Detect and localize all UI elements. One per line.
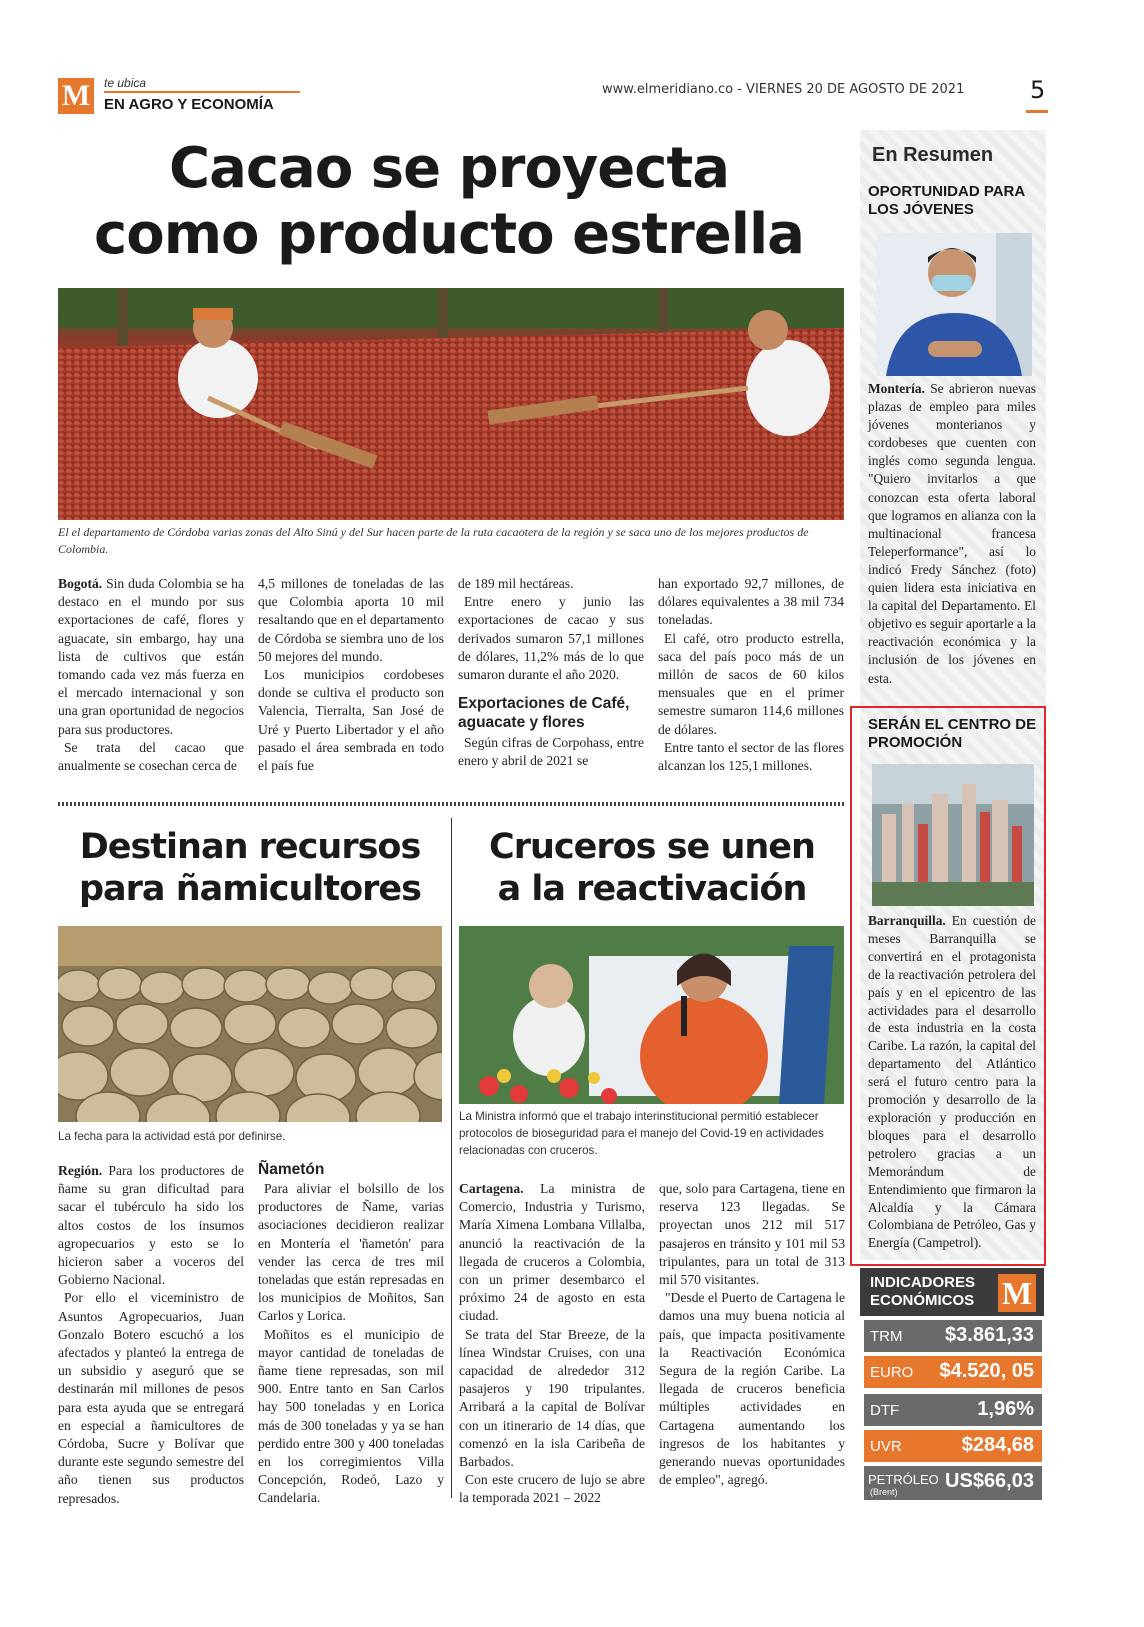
sidebar-item1-body: Se abrieron nuevas plazas de empleo para miles jóvenes monterianos y cordobeses que cuenten con inglés como segunda lengua. "Quiero invitarlos a que conozcan esta oferta laboral que logramos en alianza con la multinacional francesa Teleperformance", así lo indicó Fredy Sánchez (foto) quien lidera esta iniciativa en la capital del Departamento. El objetivo es seguir aportarle a la reactivación económica y la inclusión de los jóvenes en esta.	[868, 381, 1036, 686]
name-photo	[58, 926, 442, 1122]
dateline-region: Región.	[58, 1163, 103, 1178]
section-kicker: te ubica	[104, 76, 147, 90]
dateline: www.elmeridiano.co - VIERNES 20 DE AGOSTO DE 2021	[602, 82, 965, 97]
dateline-cartagena: Cartagena.	[459, 1181, 524, 1196]
indicator-dtf-label: DTF	[870, 1402, 900, 1419]
indicator-euro-label: EURO	[870, 1364, 914, 1381]
sidebar-item2-title: SERÁN EL CENTRO DE PROMOCIÓN	[868, 716, 1037, 751]
cruceros-col1-p2: Se trata del Star Breeze, de la línea Windstar Cruises, con una capacidad de alrededor 312 pasajeros y 190 tripulantes. Arribará a la capital de Bolívar con un itinerario de 14 días, que comenzó en la isla Caribeña de Barbados.	[459, 1326, 645, 1470]
section-divider	[58, 802, 844, 806]
main-col3-p1: de 189 mil hectáreas.	[458, 576, 574, 591]
main-headline	[54, 136, 844, 268]
main-col1-p1: Sin duda Colombia se ha destaco en el mundo por sus exportaciones de café, flores y aguacate, sin embargo, hay una lista de cultivos que están tomando cada vez más fuerza en el mercado internacional y son una gran oportunidad de negocios para sus productores.	[58, 576, 244, 737]
sidebar-item2-body: En cuestión de meses Barranquilla se convertirá en el protagonista de la reactivación petrolera del país y en el epicentro de las actividades para el desarrollo de esta industria en la costa Caribe. La razón, la capital del departamento del Atlántico será el futuro centro para la promoción y desarrollo de la exploración y producción en bloques para el desarrollo petrolero gracias a un Memorándum de Entendimiento que firmaron la Alcaldía y la Cámara Colombiana de Petróleo, Gas y Energía (Campetrol).	[868, 913, 1036, 1251]
indicator-petroleo-sublabel: (Brent)	[870, 1487, 898, 1497]
indicator-petroleo-label: PETRÓLEO	[868, 1472, 939, 1487]
indicator-euro-value: $4.520, 05	[939, 1360, 1034, 1382]
name-col-2	[258, 1160, 444, 1508]
sidebar-item1-text	[868, 380, 1036, 688]
page-number: 5	[1030, 76, 1046, 104]
indicators-logo: M	[998, 1274, 1036, 1312]
name-col2-p2: Moñitos es el municipio de mayor cantidad de toneladas de ñame tiene represadas, son mil 900. Entre tanto en San Carlos hay 500 toneladas y en Lorica más de 300 toneladas y ya se han perdido entre 300 y 400 toneladas en los corregimientos Villa Concepción, Rodeó, Lazo y Candelaria.	[258, 1326, 444, 1506]
sidebar-item1-title: OPORTUNIDAD PARA LOS JÓVENES	[868, 183, 1025, 218]
cruceros-photo-art	[459, 926, 844, 1104]
page-number-rule	[1026, 110, 1048, 113]
name-col2-subhead: Ñametón	[258, 1161, 325, 1178]
main-col3-p3: Según cifras de Corpohass, entre enero y abril de 2021 se	[458, 735, 644, 769]
name-col2-p1: Para aliviar el bolsillo de los productores de Ñame, varias asociaciones decidieron realizar en Montería el 'ñametón' para vender las cerca de tres mil toneladas que están represadas en los municipios de Moñitos, San Carlos y Lorica.	[258, 1181, 444, 1324]
indicators-title-line1: INDICADORES	[870, 1274, 976, 1291]
cruceros-headline-line2: a la reactivación	[497, 869, 807, 909]
main-col1-p2: Se trata del cacao que anualmente se cosechan cerca de	[58, 739, 244, 774]
indicators-header	[860, 1268, 1044, 1316]
main-col-2	[258, 575, 444, 775]
page-header	[58, 74, 1058, 118]
cacao-photo-art	[58, 288, 844, 520]
cruceros-col-1	[459, 1180, 645, 1508]
indicator-dtf-value: 1,96%	[977, 1398, 1034, 1420]
name-col1-p1: Para los productores de ñame su gran dificultad para sacar el tubérculo ha sido los altos costos de los insumos agropecuarios y esto se lo hicieron saber a voceros del Gobierno Nacional.	[58, 1163, 244, 1288]
main-headline-line1: Cacao se proyecta	[168, 136, 730, 201]
name-col1-p2: Por ello el viceministro de Asuntos Agropecuarios, Juan Gonzalo Botero escuchó a los afectados y planteó la entrega de un subsidio y aseguró que se destinarán mil millones de pesos para esta ayuda que se entregará en especial a ñamicultores de Córdoba, Sucre y Bolívar que durante este segundo semestre del año tienen sus productos represados.	[58, 1290, 244, 1506]
indicator-petroleo-value: US$66,03	[945, 1470, 1034, 1492]
sidebar-item2-text	[868, 912, 1036, 1252]
cruceros-col-2	[659, 1180, 845, 1489]
indicator-euro	[864, 1356, 1042, 1388]
main-col-1	[58, 575, 244, 775]
cacao-photo	[58, 288, 844, 520]
cruceros-col2-p2: "Desde el Puerto de Cartagena le damos una muy buena noticia al país, que impacta positivamente la Reactivación Económica Segura de la región Caribe. La llegada de cruceros beneficia múltiples actividades en Cartagena aumentando los ingresos de los habitantes y generando nuevas oportunidades de empleo", agregó.	[659, 1290, 845, 1488]
name-col-1	[58, 1162, 244, 1508]
name-photo-art	[58, 926, 442, 1122]
main-col-3	[458, 575, 644, 771]
section-rule	[104, 91, 300, 93]
sidebar-title: En Resumen	[872, 144, 994, 166]
dateline-bogota: Bogotá.	[58, 576, 103, 591]
dateline-barranquilla: Barranquilla.	[868, 913, 946, 928]
main-col3-subhead: Exportaciones de Café, aguacate y flores	[458, 695, 630, 732]
cruceros-photo-caption: La Ministra informó que el trabajo interinstitucional permitió establecer protocolos de bioseguridad para el manejo del Covid-19 en actividades relacionadas con cruceros.	[459, 1110, 824, 1157]
fredy-photo-art	[876, 233, 1032, 376]
cruceros-col1-p3: Con este crucero de lujo se abre la temporada 2021 – 2022	[459, 1472, 645, 1506]
main-col4-p2: El café, otro producto estrella, saca del país poco más de un millón de sacos de 60 kilos mensuales que en el primer semestre sumaron 114,6 millones de dólares.	[658, 630, 844, 737]
brand-logo: M	[58, 78, 94, 114]
indicator-trm-label: TRM	[870, 1328, 903, 1345]
main-col4-p1: han exportado 92,7 millones, de dólares equivalentes a 38 mil 734 toneladas.	[658, 576, 844, 628]
main-col3-p2: Entre enero y junio las exportaciones de cacao y sus derivados sumaron 57,1 millones de dólares, 11,2% más de lo que sumaron durante el año 2020.	[458, 594, 644, 683]
cruceros-headline-line1: Cruceros se unen	[489, 827, 815, 867]
main-col-4	[658, 575, 844, 775]
cruceros-photo	[459, 926, 844, 1104]
name-headline-line1: Destinan recursos	[79, 827, 421, 867]
indicator-uvr-value: $284,68	[961, 1434, 1034, 1456]
fredy-photo	[876, 233, 1032, 376]
indicator-uvr-label: UVR	[870, 1438, 902, 1455]
column-rule	[451, 818, 452, 1498]
cruceros-col1-p1: La ministra de Comercio, Industria y Turismo, María Ximena Lombana Villalba, anunció la reactivación de la llegada de cruceros a Colombia, con un primer desembarco el próximo 24 de agosto en esta ciudad.	[459, 1181, 645, 1324]
indicator-trm-value: $3.861,33	[945, 1324, 1034, 1346]
cacao-photo-caption: El el departamento de Córdoba varias zonas del Alto Sinú y del Sur hacen parte de la ruta cacaotera de la región y se saca uno de los mejores productos de Colombia.	[58, 525, 809, 556]
indicator-uvr	[864, 1430, 1042, 1462]
indicator-trm	[864, 1320, 1042, 1352]
cruceros-headline	[456, 826, 848, 910]
cruceros-col2-p1: que, solo para Cartagena, tiene en reserva 123 llegadas. Se proyectan unos 212 mil 517 pasajeros en tránsito y 101 mil 53 tripulantes, para un total de 313 mil 570 visitantes.	[659, 1181, 845, 1288]
main-col2-p2: Los municipios cordobeses donde se cultiva el producto son Valencia, Tierralta, San José de Uré y Puerto Libertador y el año pasado el área sembrada en todo el país fue	[258, 667, 444, 774]
barranquilla-photo-art	[872, 764, 1034, 906]
indicator-dtf	[864, 1394, 1042, 1426]
name-photo-caption: La fecha para la actividad está por definirse.	[58, 1130, 286, 1143]
main-col2-p1: 4,5 millones de toneladas de las que Colombia aporta 10 mil resaltando que en el departamento de Córdoba se siembra uno de los 50 mejores del mundo.	[258, 576, 444, 664]
main-headline-line2: como producto estrella	[94, 202, 804, 267]
name-headline	[54, 826, 446, 910]
dateline-monteria: Montería.	[868, 381, 925, 396]
indicators-title-line2: ECONÓMICOS	[870, 1292, 975, 1309]
indicator-petroleo	[864, 1466, 1042, 1500]
barranquilla-photo	[872, 764, 1034, 906]
main-col4-p3: Entre tanto el sector de las flores alcanzan los 125,1 millones.	[658, 739, 844, 774]
name-headline-line2: para ñamicultores	[78, 869, 421, 909]
section-name: EN AGRO Y ECONOMÍA	[104, 96, 274, 113]
